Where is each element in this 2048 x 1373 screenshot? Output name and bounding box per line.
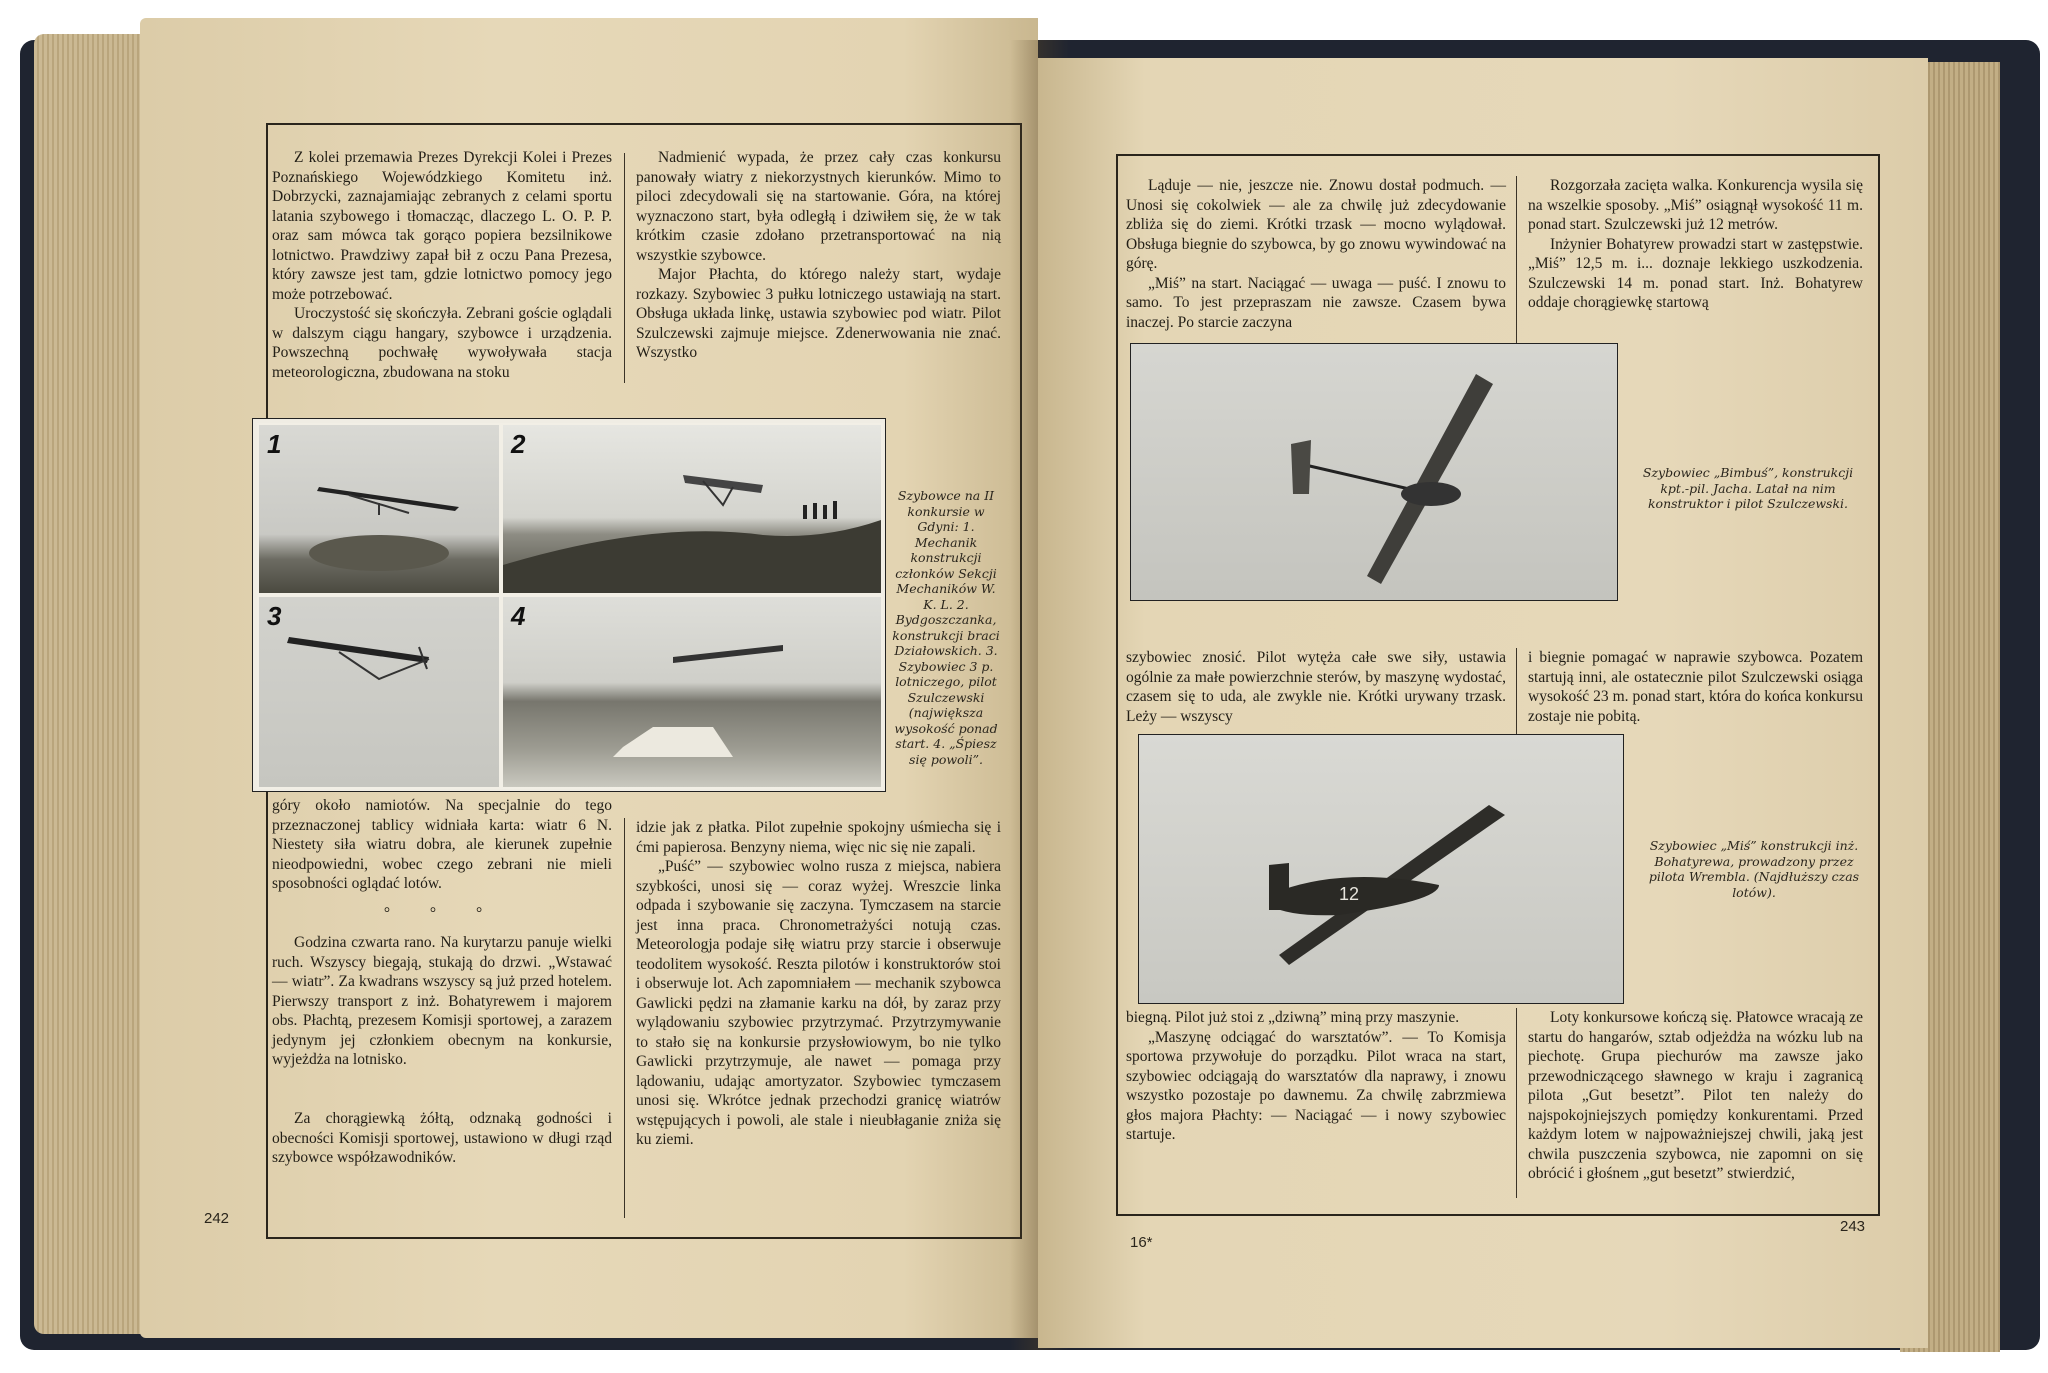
- photo-collage-caption: Szybowce na II konkursie w Gdyni: 1. Mechanik konstrukcji członków Sekcji Mechaników W. K. L. 2. Bydgoszczanka, konstrukcji braci Działowskich. 3. Szybowiec 3 p. lotniczego, pilot Szulczewski (największa wysokość ponad start. 4. „Śpiesz się powoli”.: [892, 488, 1000, 767]
- panel-number: 1: [267, 429, 282, 459]
- glider-figure: [503, 597, 881, 787]
- left-col1-bottom: [272, 796, 612, 1168]
- paragraph: Godzina czwarta rano. Na kurytarzu panuje wielki ruch. Wszyscy biegają, stukają do drzwi. „Wstawać — wiatr”. Za kwadrans wszyscy są już przed hotelem. Pierwszy transport z inż. Bohatyrewem i majorem obs. Płachtą, prezesem Komisji sportowej, a zarazem jedynym jej członkiem obecnym na konkursie, wyjeżdża na lotnisko.: [272, 934, 612, 1068]
- paragraph: Inżynier Bohatyrew prowadzi start w zastępstwie. „Miś” 12,5 m. i... doznaje lekkiego uszkodzenia. Szulczewski 14 m. ponad start. Inż. Bohatyrew oddaje chorągiewkę startową: [1528, 235, 1863, 311]
- paragraph: Major Płachta, do którego należy start, wydaje rozkazy. Szybowiec 3 pułku lotniczego ustawiają na start. Obsługa układa linkę, ustawia szybowiec pod wiatr. Pilot Szulczewski zajmuje miejsce. Zdenerwowania nie znać. Wszystko: [636, 266, 1001, 361]
- paragraph: Rozgorzała zacięta walka. Konkurencja wysila się na wszelkie sposoby. „Miś” osiągnął wysokość 11 m. ponad start. Szulczewski już 12 metrów.: [1528, 177, 1863, 233]
- paragraph: szybowiec znosić. Pilot wytęża całe swe siły, ustawia ogólnie za małe powierzchnie sterów, by maszynę wydostać, czasem się to uda, ale zwykle nie. Krótki urywany trzask. Leży — wszyscy: [1126, 649, 1506, 725]
- panel-number: 2: [511, 429, 526, 459]
- column-rule: [1516, 176, 1517, 346]
- right-col2-mid: [1528, 648, 1863, 726]
- left-col2-bottom: [636, 818, 1001, 1150]
- right-col2-bottom: [1528, 1008, 1863, 1184]
- photo-panel-3: [257, 595, 501, 789]
- glider-figure: [259, 597, 499, 787]
- right-col2-top: [1528, 176, 1863, 313]
- left-col2-top: [636, 148, 1001, 363]
- paragraph: „Maszynę odciągać do warsztatów”. — To Komisja sportowa przywołuje do porządku. Pilot wraca na start, szybowiec odciągają do warsztatów dla naprawy, i znowu wszystko pozostaje po dawnemu. Za chwilę zabrzmiewa głos majora Płachty: — Naciągać — i nowy szybowiec startuje.: [1126, 1028, 1506, 1143]
- photo-panel-4: [501, 595, 883, 789]
- glider-figure: [503, 425, 881, 593]
- column-rule: [1516, 1008, 1517, 1198]
- glider-bimbus-caption: Szybowiec „Bimbuś”, konstrukcji kpt.-pil. Jacha. Latał na nim konstruktor i pilot Szulczewski.: [1642, 465, 1854, 511]
- photo-panel-1: [257, 423, 501, 595]
- page-edges-left: [34, 34, 154, 1334]
- paragraph: biegną. Pilot już stoi z „dziwną” miną przy maszynie.: [1126, 1009, 1460, 1026]
- panel-number: 3: [267, 601, 282, 631]
- page-number: 242: [204, 1210, 230, 1227]
- glider-figure: [1131, 344, 1617, 600]
- glider-mis-photo: [1138, 734, 1624, 1004]
- glider-figure: [259, 425, 499, 593]
- right-col1-top: [1126, 176, 1506, 332]
- paragraph: Loty konkursowe kończą się. Płatowce wracają ze startu do hangarów, sztab odjeżdża na wózku lub na piechotę. Grupa piechurów ma zawsze jako przewodniczącego sławnego w kraju i zagranicą pilota „Gut besetzt”. Pilot ten należy do najspokojniejszych pomiędzy konkurentami. Przed każdym lotem w najpoważniejszej chwili, jaką jest chwila puszczenia szybowca, nie zapomni on się obrócić i głośnem „gut besetzt” stwierdzić,: [1528, 1009, 1863, 1182]
- right-page: [1038, 58, 1928, 1348]
- column-rule: [624, 818, 625, 1218]
- panel-number: 4: [511, 601, 526, 631]
- paragraph: idzie jak z płatka. Pilot zupełnie spokojny uśmiecha się i ćmi papierosa. Benzyny niema, więc nic się nie zapali.: [636, 819, 1001, 856]
- section-separator: ° ° °: [383, 904, 501, 922]
- glider-marking: 12: [1339, 884, 1360, 904]
- right-col1-mid: [1126, 648, 1506, 726]
- page-number: 243: [1840, 1218, 1866, 1235]
- glider-figure: [1139, 735, 1623, 1003]
- paragraph: Z kolei przemawia Prezes Dyrekcji Kolei i Prezes Poznańskiego Wojewódzkiego Komitetu inż. Dobrzycki, zaznajamiając zebranych z celami sportu latania szybowego i tłomacząc, dlaczego L. O. P. P. oraz sam mówca tak gorąco popiera bezsilnikowe lotnictwo. Prawdziwy zapał bił z oczu Pana Prezesa, który zawsze jest tam, gdzie lotnictwo pomocy jego może potrzebować.: [272, 149, 612, 303]
- paragraph: Uroczystość się skończyła. Zebrani goście oglądali w dalszym ciągu hangary, szybowce i urządzenia. Powszechną pochwałę wywoływała stacja meteorologiczna, zbudowana na stoku: [272, 305, 612, 381]
- column-rule: [624, 153, 625, 383]
- left-col1-top: [272, 148, 612, 382]
- paragraph: „Miś” na start. Naciągać — uwaga — puść. I znowu to samo. To jest przepraszam nie zawsze. Czasem bywa inaczej. Po starcie zaczyna: [1126, 274, 1506, 331]
- paragraph: góry około namiotów. Na specjalnie do tego przeznaczonej tablicy widniała karta: wiatr 6 N. Niestety siła wiatru dobra, ale kierunek zupełnie nieodpowiedni, wobec czego zebrani nie mieli sposobności oglądać lotów.: [272, 797, 612, 892]
- paragraph: Za chorągiewką żółtą, odznaką godności i obecności Komisji sportowej, ustawiono w długi rząd szybowce współzawodników.: [272, 1110, 612, 1166]
- printer-signature: 16*: [1130, 1234, 1153, 1251]
- photo-panel-2: [501, 423, 883, 595]
- paragraph: Ląduje — nie, jeszcze nie. Znowu dostał podmuch. — Unosi się cokolwiek — ale za chwilę już zdecydowanie zbliża się do ziemi. Krótki trzask — mocno wylądował. Obsługa biegnie do szybowca, by go znowu wywindować na górę.: [1126, 177, 1506, 272]
- paragraph: Nadmienić wypada, że przez cały czas konkursu panowały wiatry z niekorzystnych kierunków. Mimo to piloci zdecydowali się na startowanie. Góra, na której wyznaczono start, była odległą i dziwiłem się, że w tak krótkim czasie zdołano przetransportować na nią wszystkie szybowce.: [636, 149, 1001, 264]
- glider-bimbus-photo: [1130, 343, 1618, 601]
- paragraph: i biegnie pomagać w naprawie szybowca. Pozatem startują inni, ale ostatecznie pilot Szulczewski osiąga wysokość 23 m. ponad start, która do końca konkursu zostaje nie pobitą.: [1528, 649, 1863, 725]
- glider-photo-collage: [252, 418, 886, 792]
- glider-mis-caption: Szybowiec „Miś” konstrukcji inż. Bohatyrewa, prowadzony przez pilota Wrembla. (Najdłuższy czas lotów).: [1648, 838, 1860, 900]
- paragraph: „Puść” — szybowiec wolno rusza z miejsca, nabiera szybkości, unosi się — coraz wyżej. Wreszcie linka odpada i szybowanie się zaczyna. Tymczasem na starcie jest inna praca. Chronometrażyści notują czas. Meteorologja podaje siłę wiatru przy starcie i obserwuje teodolitem wysokość. Reszta pilotów i konstruktorów stoi i obserwuje lot. Ach zapomniałem — mechanik szybowca Gawlicki pędzi na złamanie karku na dół, by zaraz przy wylądowaniu szybowiec przytrzymać. Przytrzymywanie to stało się na konkursie przysłowiowym, bo nie tylko Gawlicki przytrzymuje, ale nawet — pomaga przy lądowaniu, udając amortyzator. Szybowiec tymczasem unosi się. Wkrótce jednak przechodzi granicę wiatrów wstępujących i powoli, ale stale i nieubłaganie zniża się ku ziemi.: [636, 858, 1001, 1148]
- left-page: [140, 18, 1038, 1338]
- right-col1-bottom: [1126, 1008, 1506, 1145]
